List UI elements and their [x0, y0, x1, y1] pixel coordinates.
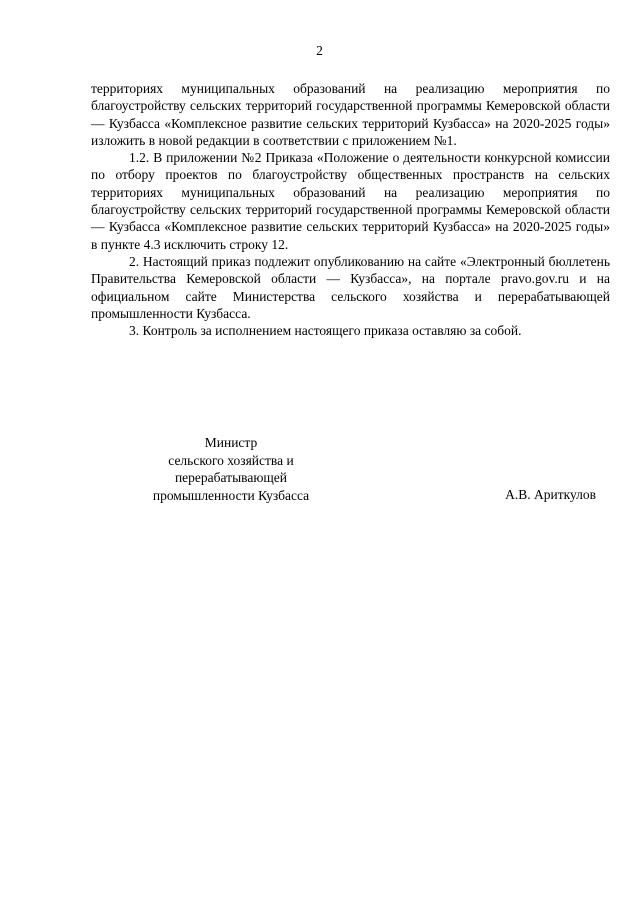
page-number: 2 [316, 43, 323, 58]
signatory-name: А.В. Ариткулов [505, 487, 596, 502]
paragraph-item-2: 2. Настоящий приказ подлежит опубликованию на сайте «Электронный бюллетень Правительства Кемеровской области — Кузбасса», на портале pravo.gov.ru и на официальном сайте Министерства сельского хозяйства и перерабатывающей промышленности Кузбасса. [91, 253, 610, 321]
signatory-position-line: Министр [204, 435, 258, 450]
paragraph-item-1-2: 1.2. В приложении №2 Приказа «Положение о деятельности конкурсной комиссии по отбору проектов по благоустройству общественных пространств на сельских территориях муниципальных образований на реализацию мероприятия по благоустройству сельских территорий государственной программы Кемеровской области — Кузбасса «Комплексное развитие сельских территорий Кузбасса» на 2020-2025 годы» в пункте 4.3 исключить строку 12. [91, 150, 610, 252]
signatory-position-line: перерабатывающей [174, 470, 288, 485]
paragraph-continuation: территориях муниципальных образований на реализацию мероприятия по благоустройству сельских территорий государственной программы Кемеровской области — Кузбасса «Комплексное развитие сельских территорий Кузбасса» на 2020-2025 годы» изложить в новой редакции в соответствии с приложением №1. [91, 81, 610, 148]
signatory-position-line: сельского хозяйства и [168, 452, 294, 468]
signatory-position-line: промышленности Кузбасса [152, 487, 310, 503]
signature-block [91, 434, 610, 504]
document-body [91, 80, 610, 339]
paragraph-item-3: 3. Контроль за исполнением настоящего приказа оставляю за собой. [129, 323, 522, 339]
signatory-position [116, 434, 346, 504]
